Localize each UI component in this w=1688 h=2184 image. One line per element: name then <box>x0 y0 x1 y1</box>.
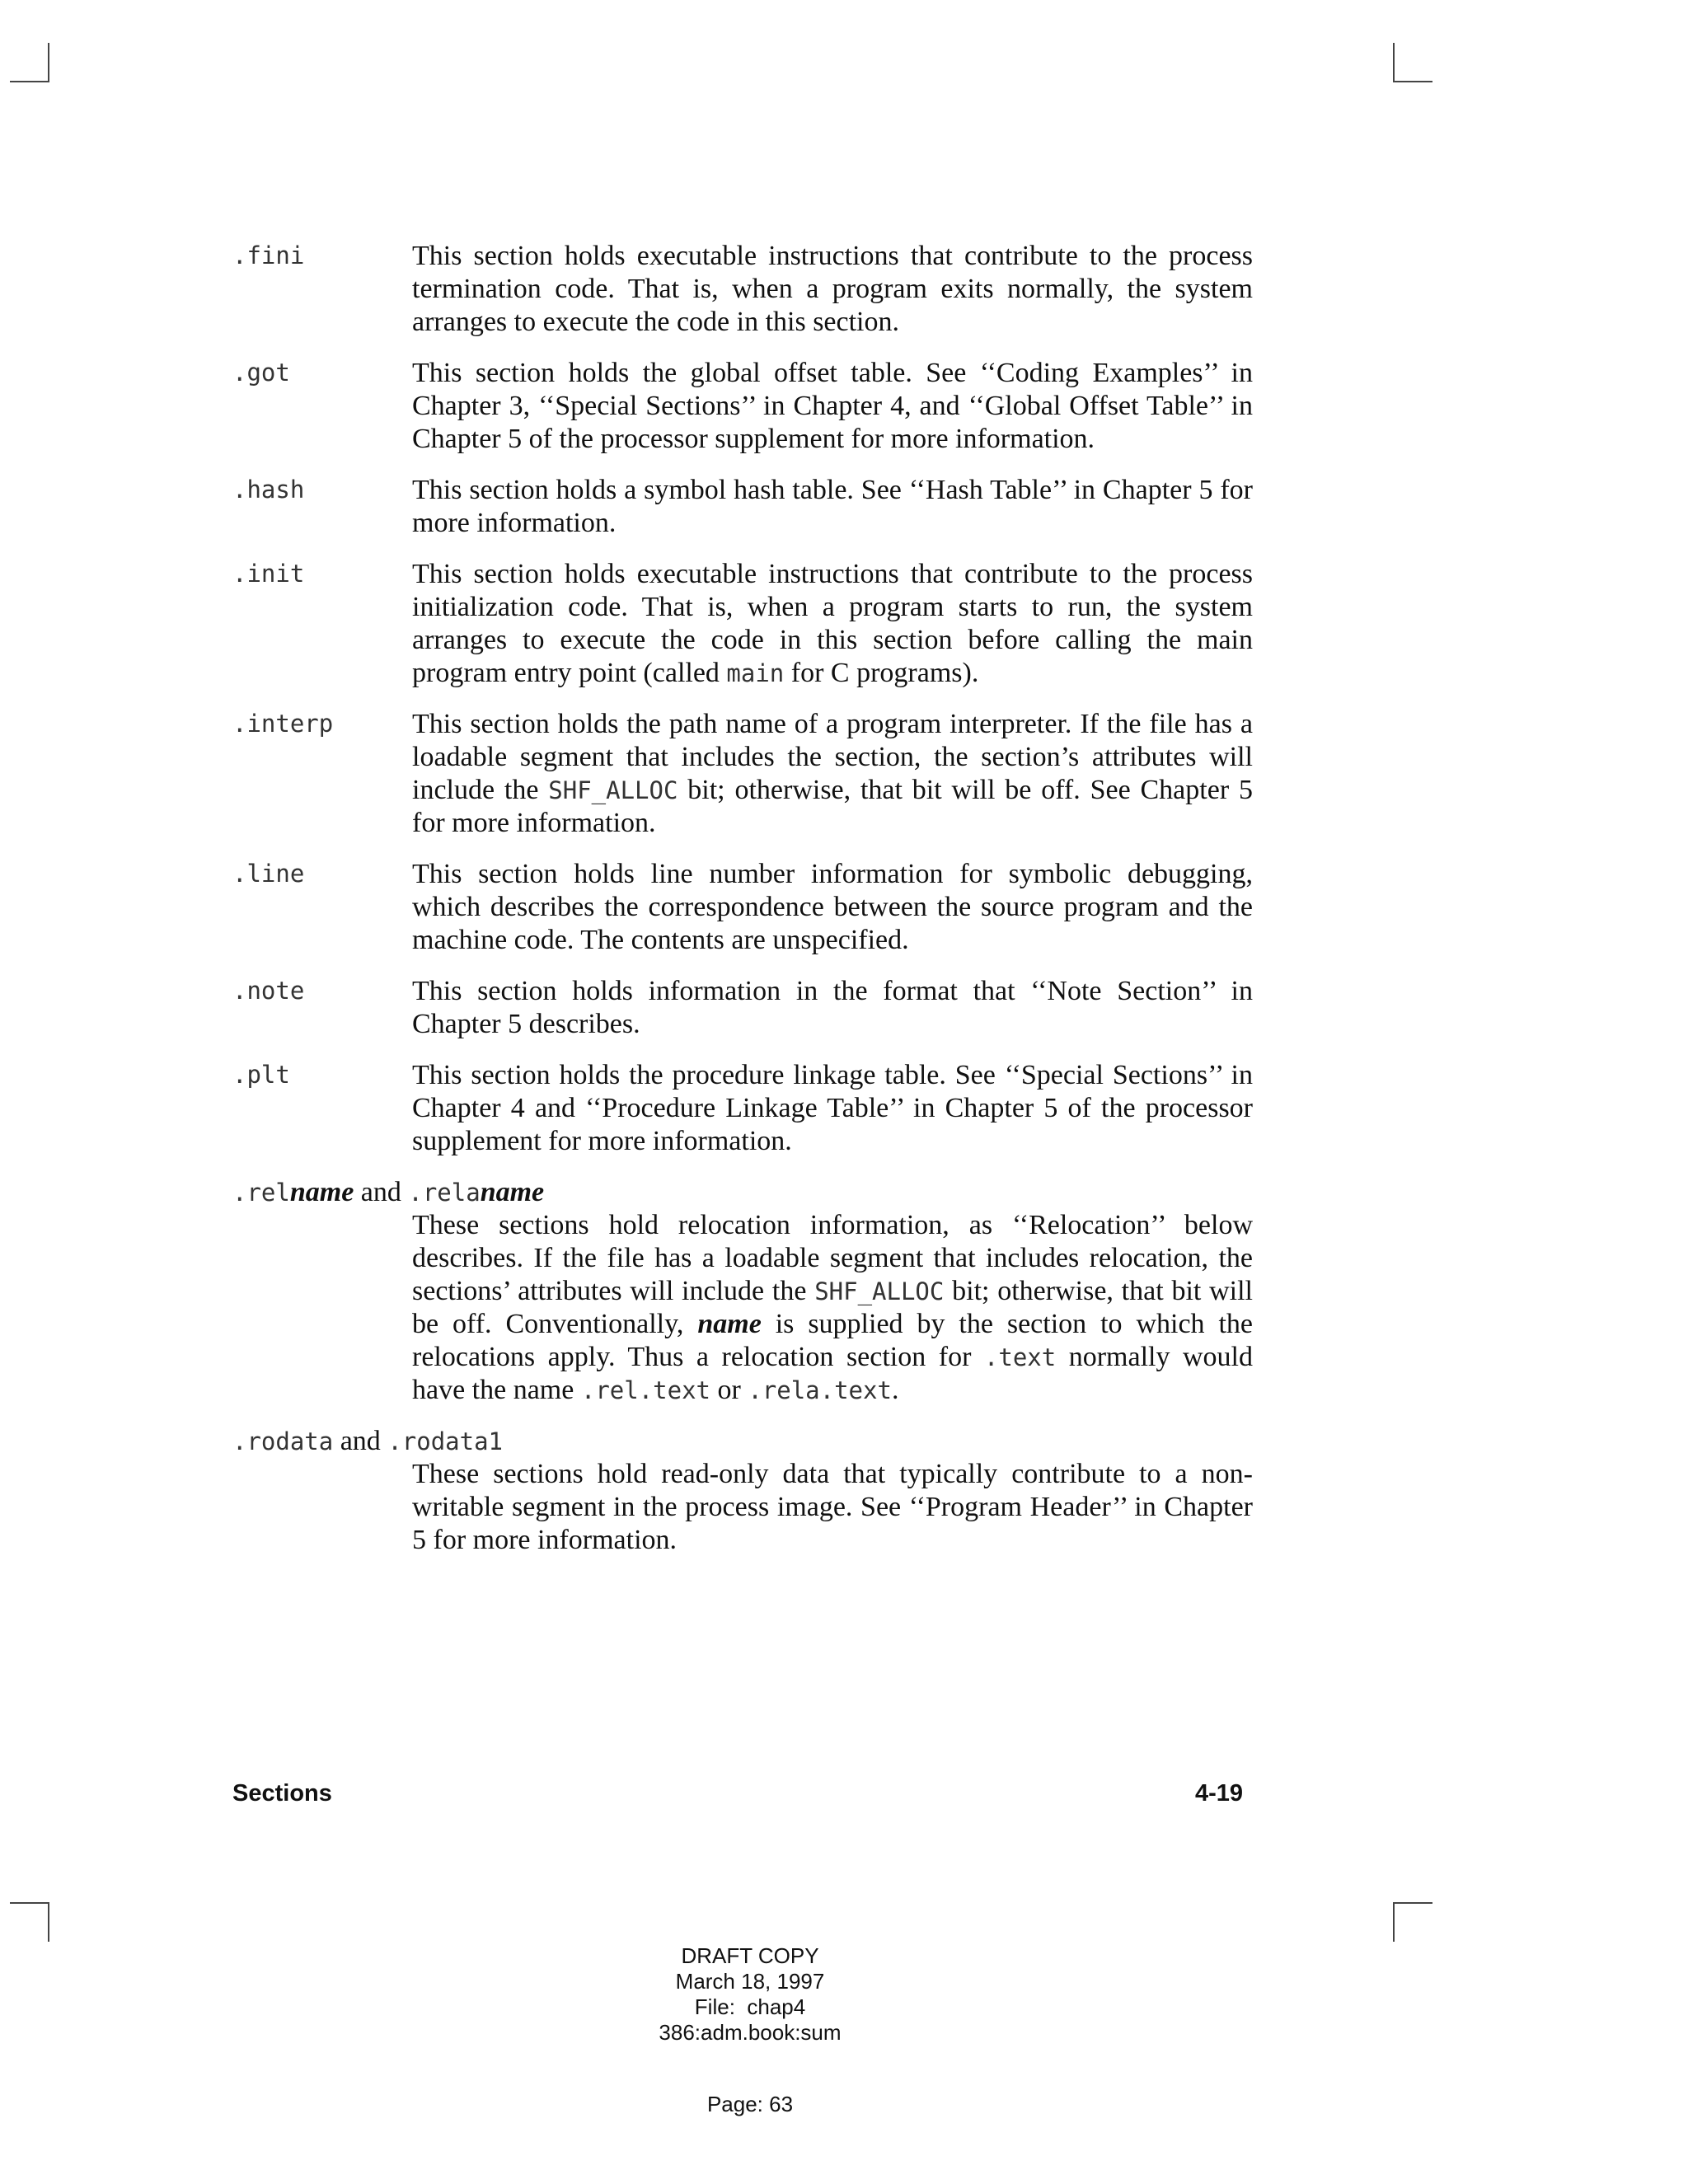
entry-rel <box>232 1176 1254 1407</box>
description: This section holds the global offset table. See ‘‘Coding Examples’’ in Chapter 3, ‘‘Special Sections’’ in Chapter 4, and ‘‘Global Offset Table’’ in Chapter 5 of the processor supplement for more information. <box>412 358 1253 454</box>
term: .fini <box>232 241 305 269</box>
code-text: .text <box>983 1343 1057 1371</box>
entry-plt <box>232 1059 1254 1158</box>
term: .init <box>232 560 305 588</box>
term: .rodata and .rodata1 <box>232 1426 503 1456</box>
description: This section holds the procedure linkage table. See ‘‘Special Sections’’ in Chapter 4 and ‘‘Procedure Linkage Table’’ in Chapter 5 of the processor supplement for more information. <box>412 1060 1253 1156</box>
draft-line: DRAFT COPY <box>681 1943 819 1968</box>
crop-mark <box>1393 81 1432 82</box>
entry-note <box>232 975 1254 1041</box>
description: This section holds information in the format that ‘‘Note Section’’ in Chapter 5 describes. <box>412 976 1253 1039</box>
crop-mark <box>1393 1902 1395 1942</box>
crop-mark <box>1393 43 1395 82</box>
term: .interp <box>232 710 334 738</box>
entry-got <box>232 357 1254 456</box>
section-list <box>232 240 1254 1575</box>
crop-mark <box>48 43 49 82</box>
footer-section-title: Sections <box>232 1780 332 1807</box>
description: This section holds line number information for symbolic debugging, which describes the correspondence between the source program and the machine code. The contents are unspecified. <box>412 859 1253 955</box>
code-text: SHF_ALLOC <box>548 776 678 804</box>
entry-init <box>232 558 1254 690</box>
draft-page: Page: 63 <box>706 2092 794 2116</box>
description: This section holds a symbol hash table. See ‘‘Hash Table’’ in Chapter 5 for more information. <box>412 475 1253 538</box>
term: .note <box>232 977 305 1005</box>
description: These sections hold read-only data that typically contribute to a non-writable segment in the process image. See ‘‘Program Header’’ in Chapter 5 for more information. <box>412 1459 1253 1555</box>
code-text: main <box>726 659 785 687</box>
term: .relname and .relaname <box>232 1177 545 1207</box>
code-text: .rel.text <box>580 1376 710 1404</box>
crop-mark <box>10 1902 49 1904</box>
crop-mark <box>1393 1902 1432 1904</box>
entry-line <box>232 858 1254 957</box>
code-text: .rela.text <box>748 1376 892 1404</box>
term: .plt <box>232 1061 290 1089</box>
draft-book: 386:adm.book:sum <box>659 2020 842 2045</box>
entry-rodata <box>232 1425 1254 1557</box>
draft-date: March 18, 1997 <box>675 1969 825 1994</box>
footer-page-number: 4-19 <box>1195 1780 1244 1807</box>
description: This section holds executable instructions that contribute to the process termination code. That is, when a program exits normally, the system arranges to execute the code in this section. <box>412 241 1253 337</box>
term: .line <box>232 860 305 888</box>
draft-file: File: chap4 <box>694 1994 806 2019</box>
term: .hash <box>232 476 305 504</box>
entry-interp <box>232 708 1254 840</box>
draft-stamp <box>0 1943 1500 2046</box>
crop-mark <box>10 81 49 82</box>
crop-mark <box>48 1902 49 1942</box>
entry-hash <box>232 474 1254 540</box>
description: These sections hold relocation information, as ‘‘Relocation’’ below describes. If the file has a loadable segment that includes relocation, the sections’ attributes will include the SHF_ALLOC bit; otherwise, that bit will be off. Conventionally, name is supplied by the section to which the relocations apply. Thus a relocation section for .text normally would have the name .rel.text or .rela.text. <box>412 1210 1254 1405</box>
description: This section holds the path name of a program interpreter. If the file has a loadable segment that includes the section, the section’s attributes will include the SHF_ALLOC bit; otherwise, that bit will be off. See Chapter 5 for more information. <box>412 709 1253 838</box>
code-text: SHF_ALLOC <box>814 1277 945 1305</box>
description: This section holds executable instructions that contribute to the process initialization code. That is, when a program starts to run, the system arranges to execute the code in this section before calling the main program entry point (called main for C programs). <box>412 559 1253 688</box>
entry-fini <box>232 240 1254 339</box>
term: .got <box>232 359 290 387</box>
